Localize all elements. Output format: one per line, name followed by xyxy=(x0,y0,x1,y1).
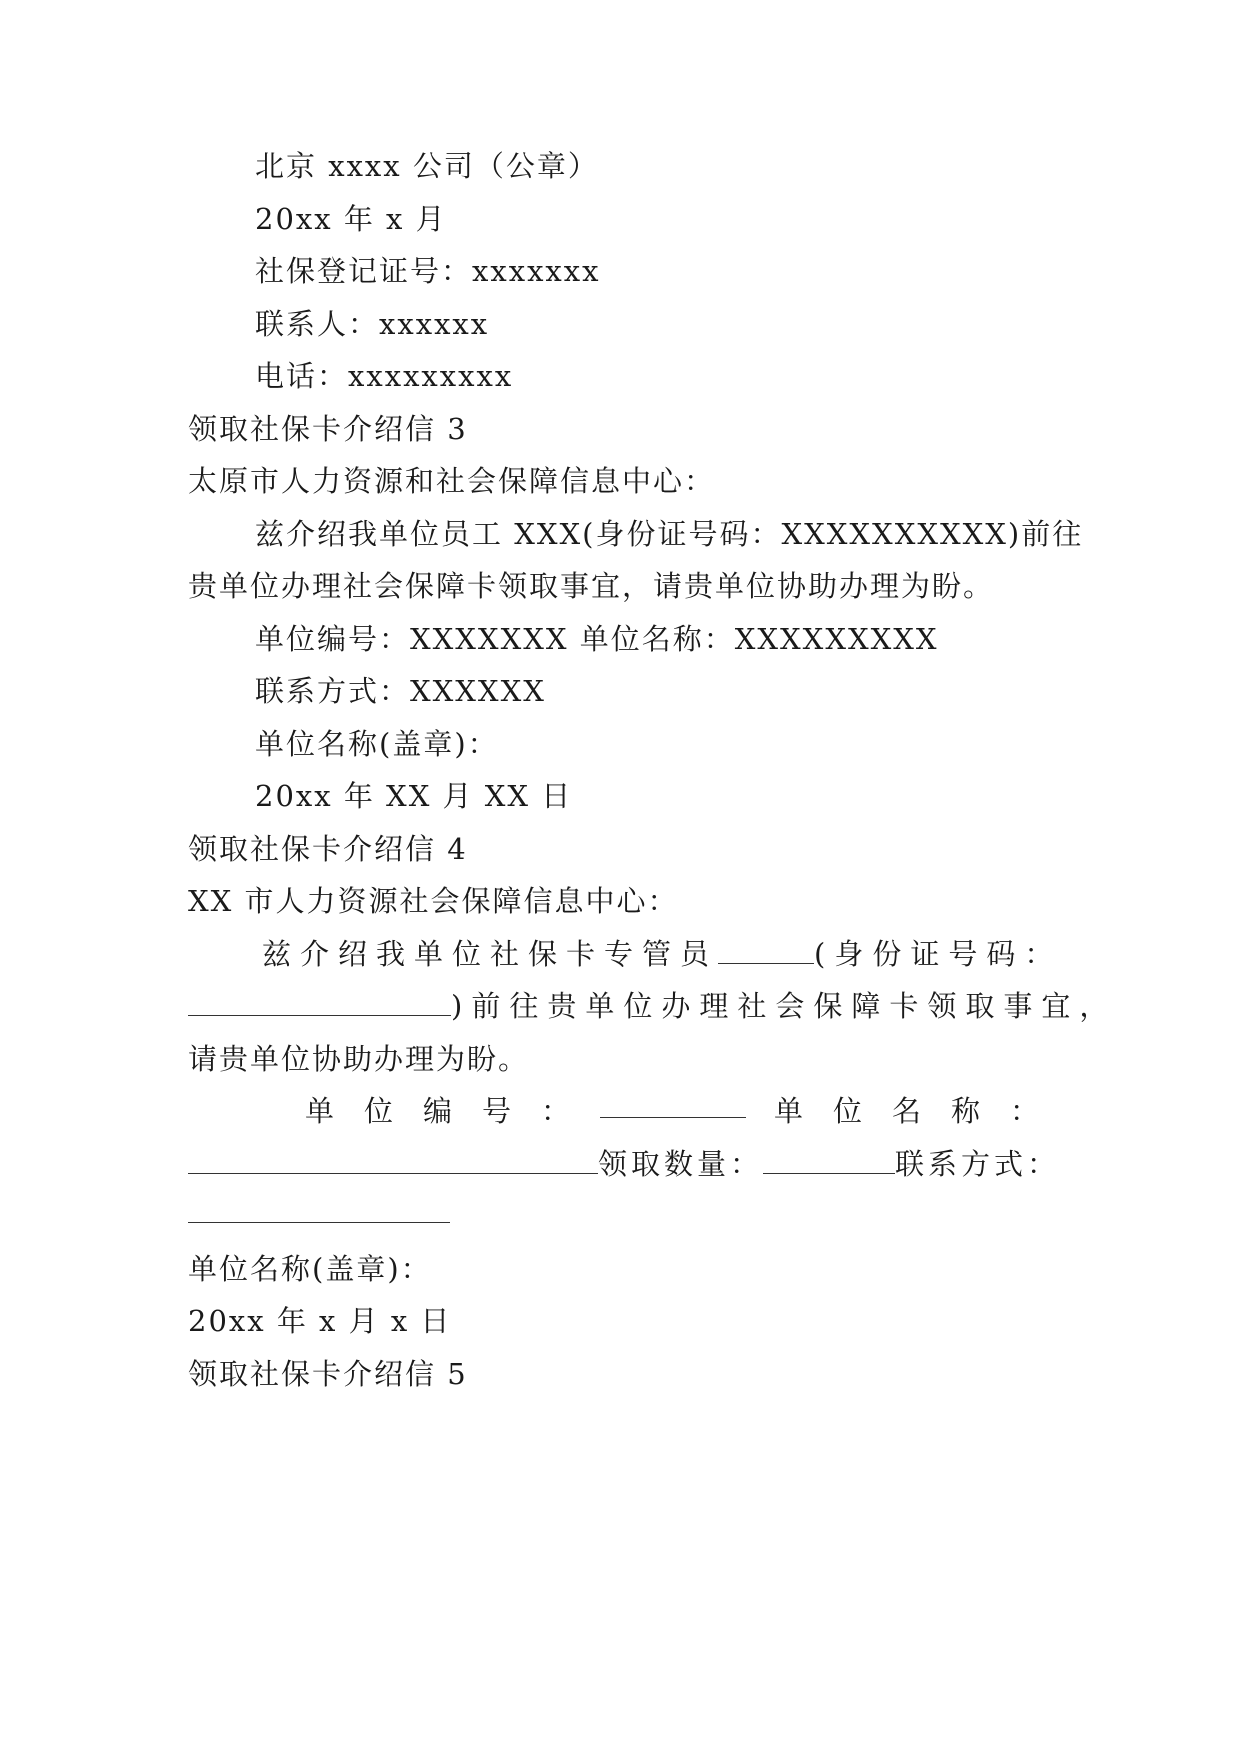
body-text: 兹介绍我单位社保卡专管员 xyxy=(262,937,719,971)
addressee-line: XX 市人力资源社会保障信息中心： xyxy=(188,884,679,918)
label-char: ： xyxy=(541,1094,573,1128)
contact-label: 联系方式： xyxy=(895,1147,1061,1181)
section-title-4: 领取社保卡介绍信 4 xyxy=(188,832,468,866)
label-char: ： xyxy=(1009,1094,1041,1128)
label-char: 名 xyxy=(891,1094,923,1128)
phone-line: 电话：xxxxxxxxx xyxy=(255,359,514,393)
blank-field xyxy=(188,1222,450,1223)
date-line: 20xx 年 x 月 xyxy=(255,202,447,236)
label-char: 位 xyxy=(832,1094,864,1128)
social-security-no-line: 社保登记证号：xxxxxxx xyxy=(255,254,601,288)
blank-field xyxy=(188,989,451,1016)
label-char: 号 xyxy=(482,1094,514,1128)
label-char: 称 xyxy=(950,1094,982,1128)
blank-field xyxy=(718,937,814,964)
label-char: 单 xyxy=(773,1094,805,1128)
blank-field xyxy=(600,1091,746,1118)
company-seal-line: 北京 xxxx 公司（公章） xyxy=(255,149,599,183)
body-line-3: 请贵单位协助办理为盼。 xyxy=(188,1042,530,1076)
label-char: 编 xyxy=(423,1094,455,1128)
label-char: 单 xyxy=(305,1094,337,1128)
body-line-1: 兹介绍我单位员工 XXX(身份证号码：XXXXXXXXXX)前往 xyxy=(255,517,1084,551)
body-text: )前往贵单位办理社会保障卡领取事宜， xyxy=(451,989,1118,1023)
blank-field xyxy=(763,1147,895,1174)
seal-line: 单位名称(盖章)： xyxy=(255,727,499,761)
body-line-2: 贵单位办理社会保障卡领取事宜，请贵单位协助办理为盼。 xyxy=(188,569,995,603)
contact-line: 联系人：xxxxxx xyxy=(255,307,490,341)
body-line-2 xyxy=(188,986,1117,1026)
unit-info-line: 单位编号：XXXXXXX 单位名称：XXXXXXXXX xyxy=(255,622,939,656)
blank-field xyxy=(188,1147,598,1174)
addressee-line: 太原市人力资源和社会保障信息中心： xyxy=(188,464,716,498)
section-title-5: 领取社保卡介绍信 5 xyxy=(188,1357,468,1391)
date-line: 20xx 年 XX 月 XX 日 xyxy=(255,779,573,813)
contact-method-line: 联系方式：XXXXXX xyxy=(255,674,546,708)
label-char: 位 xyxy=(364,1094,396,1128)
quantity-label: 领取数量： xyxy=(598,1147,764,1181)
seal-line: 单位名称(盖章)： xyxy=(188,1252,432,1286)
body-line-1 xyxy=(262,934,1062,974)
unit-fields-line xyxy=(305,1091,1041,1131)
quantity-contact-line xyxy=(188,1144,1060,1184)
section-title-3: 领取社保卡介绍信 3 xyxy=(188,412,468,446)
body-text: (身份证号码： xyxy=(814,937,1063,971)
date-line: 20xx 年 x 月 x 日 xyxy=(188,1304,452,1338)
